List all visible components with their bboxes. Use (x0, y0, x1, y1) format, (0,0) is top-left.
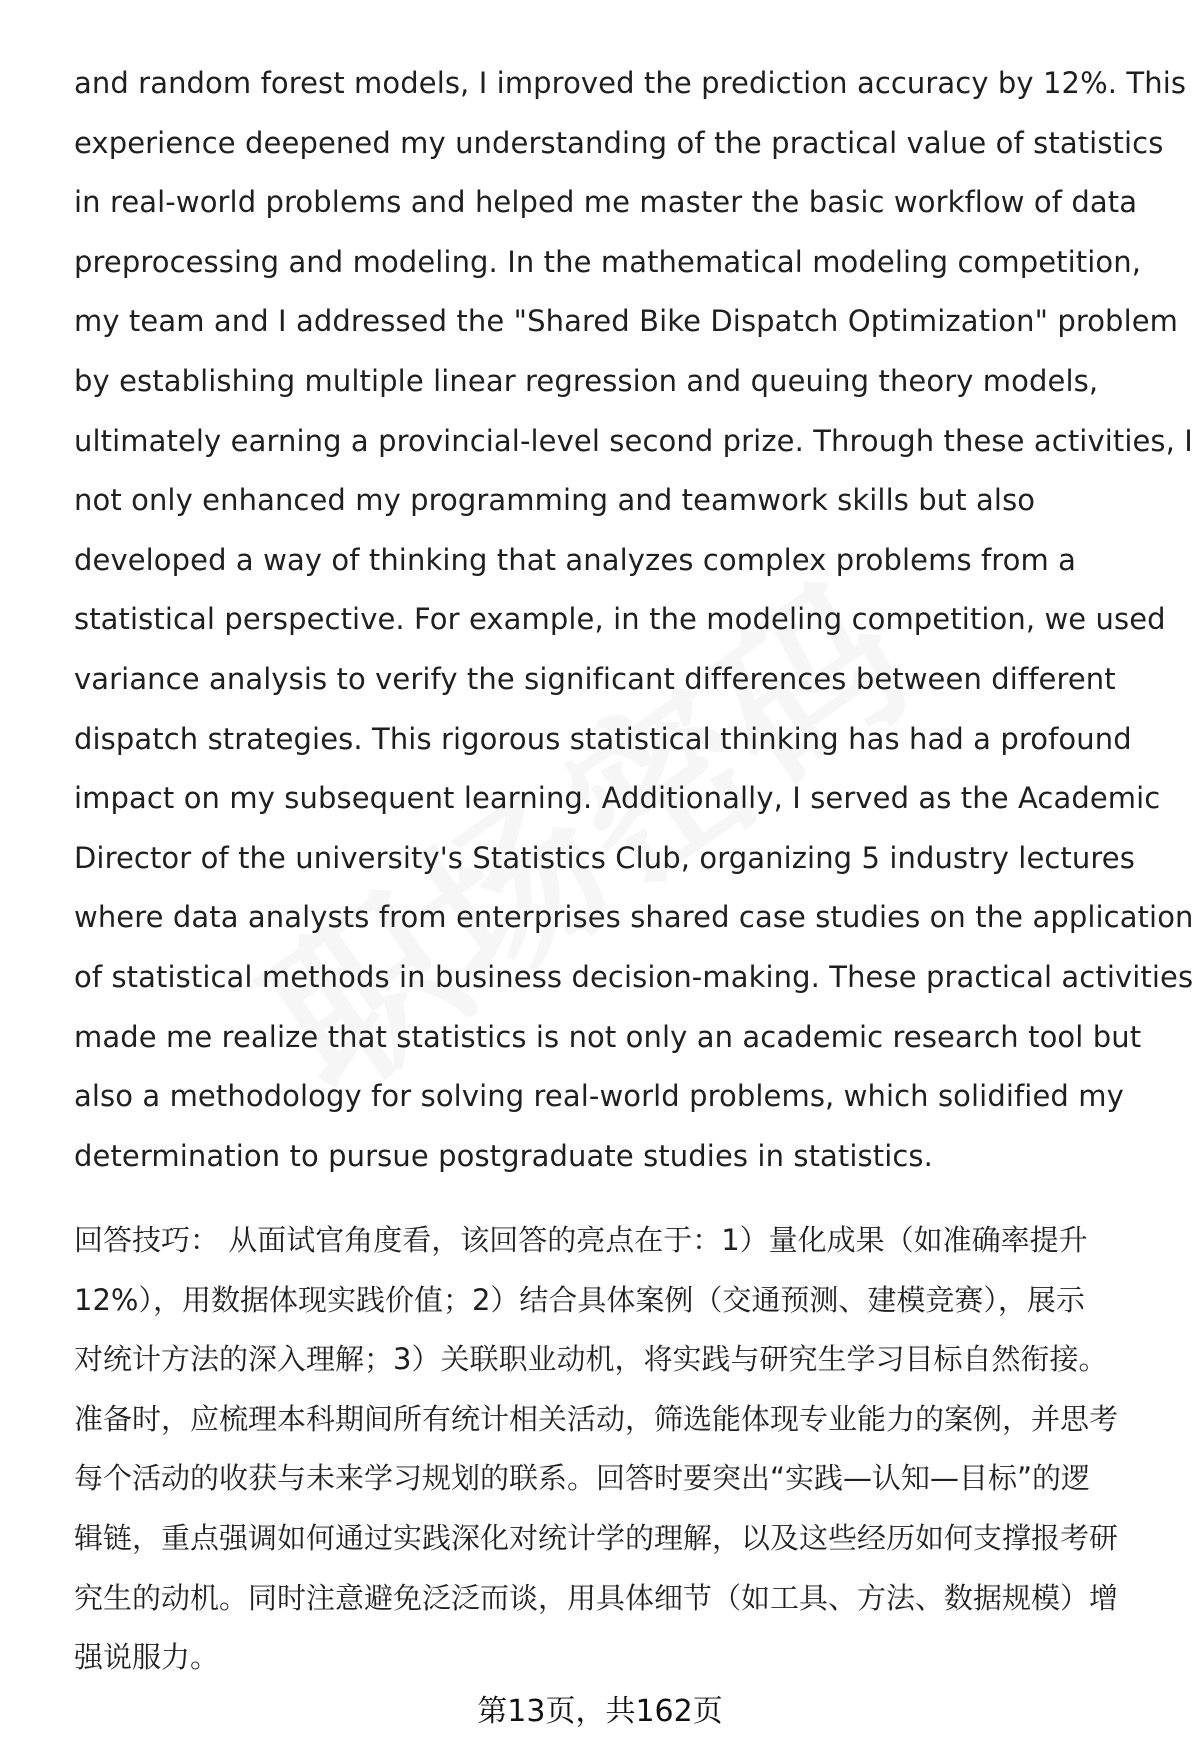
tips-line: 每个活动的收获与未来学习规划的联系。回答时要突出“实践—认知—目标”的逻 (74, 1461, 1091, 1496)
paragraph-line: also a methodology for solving real-world problems, which solidified my (74, 1079, 1124, 1114)
paragraph-line: my team and I addressed the "Shared Bike Dispatch Optimization" problem (74, 304, 1179, 339)
paragraph-line: ultimately earning a provincial-level second prize. Through these activities, I (74, 423, 1193, 458)
paragraph-line: dispatch strategies. This rigorous statistical thinking has had a profound (74, 721, 1132, 756)
paragraph-line: preprocessing and modeling. In the mathematical modeling competition, (74, 244, 1142, 279)
paragraph-line: determination to pursue postgraduate studies in statistics. (74, 1138, 933, 1173)
paragraph-line: not only enhanced my programming and teamwork skills but also (74, 483, 1036, 518)
tips-line: 对统计方法的深入理解；3）关联职业动机，将实践与研究生学习目标自然衔接。 (74, 1342, 1108, 1377)
english-paragraph (74, 54, 1194, 1186)
tips-line: 辑链，重点强调如何通过实践深化对统计学的理解，以及这些经历如何支撑报考研 (74, 1520, 1119, 1555)
tips-line: 12%），用数据体现实践价值；2）结合具体案例（交通预测、建模竞赛），展示 (74, 1282, 1085, 1317)
tips-line: 回答技巧： 从面试官角度看，该回答的亮点在于：1）量化成果（如准确率提升 (74, 1223, 1088, 1257)
paragraph-line: experience deepened my understanding of the practical value of statistics (74, 125, 1164, 160)
tips-line: 准备时，应梳理本科期间所有统计相关活动，筛选能体现专业能力的案例，并思考 (74, 1401, 1119, 1436)
paragraph-line: where data analysts from enterprises shared case studies on the application (74, 900, 1194, 935)
paragraph-line: Director of the university's Statistics Club, organizing 5 industry lectures (74, 840, 1135, 875)
paragraph-line: impact on my subsequent learning. Additionally, I served as the Academic (74, 781, 1161, 816)
paragraph-line: statistical perspective. For example, in the modeling competition, we used (74, 602, 1166, 637)
paragraph-line: by establishing multiple linear regression and queuing theory models, (74, 363, 1099, 398)
page-number-footer: 第13页，共162页 (477, 1694, 723, 1729)
paragraph-line: made me realize that statistics is not only an academic research tool but (74, 1019, 1142, 1054)
paragraph-line: in real-world problems and helped me master the basic workflow of data (74, 185, 1138, 220)
paragraph-line: of statistical methods in business decision-making. These practical activities (74, 959, 1194, 994)
paragraph-line: variance analysis to verify the significant differences between different (74, 661, 1116, 696)
tips-line: 强说服力。 (74, 1640, 220, 1675)
answer-tips-paragraph (74, 1211, 1164, 1688)
tips-line: 究生的动机。同时注意避免泛泛而谈，用具体细节（如工具、方法、数据规模）增 (74, 1580, 1119, 1615)
paragraph-line: and random forest models, I improved the prediction accuracy by 12%. This (74, 66, 1187, 100)
paragraph-line: developed a way of thinking that analyzes complex problems from a (74, 542, 1077, 577)
